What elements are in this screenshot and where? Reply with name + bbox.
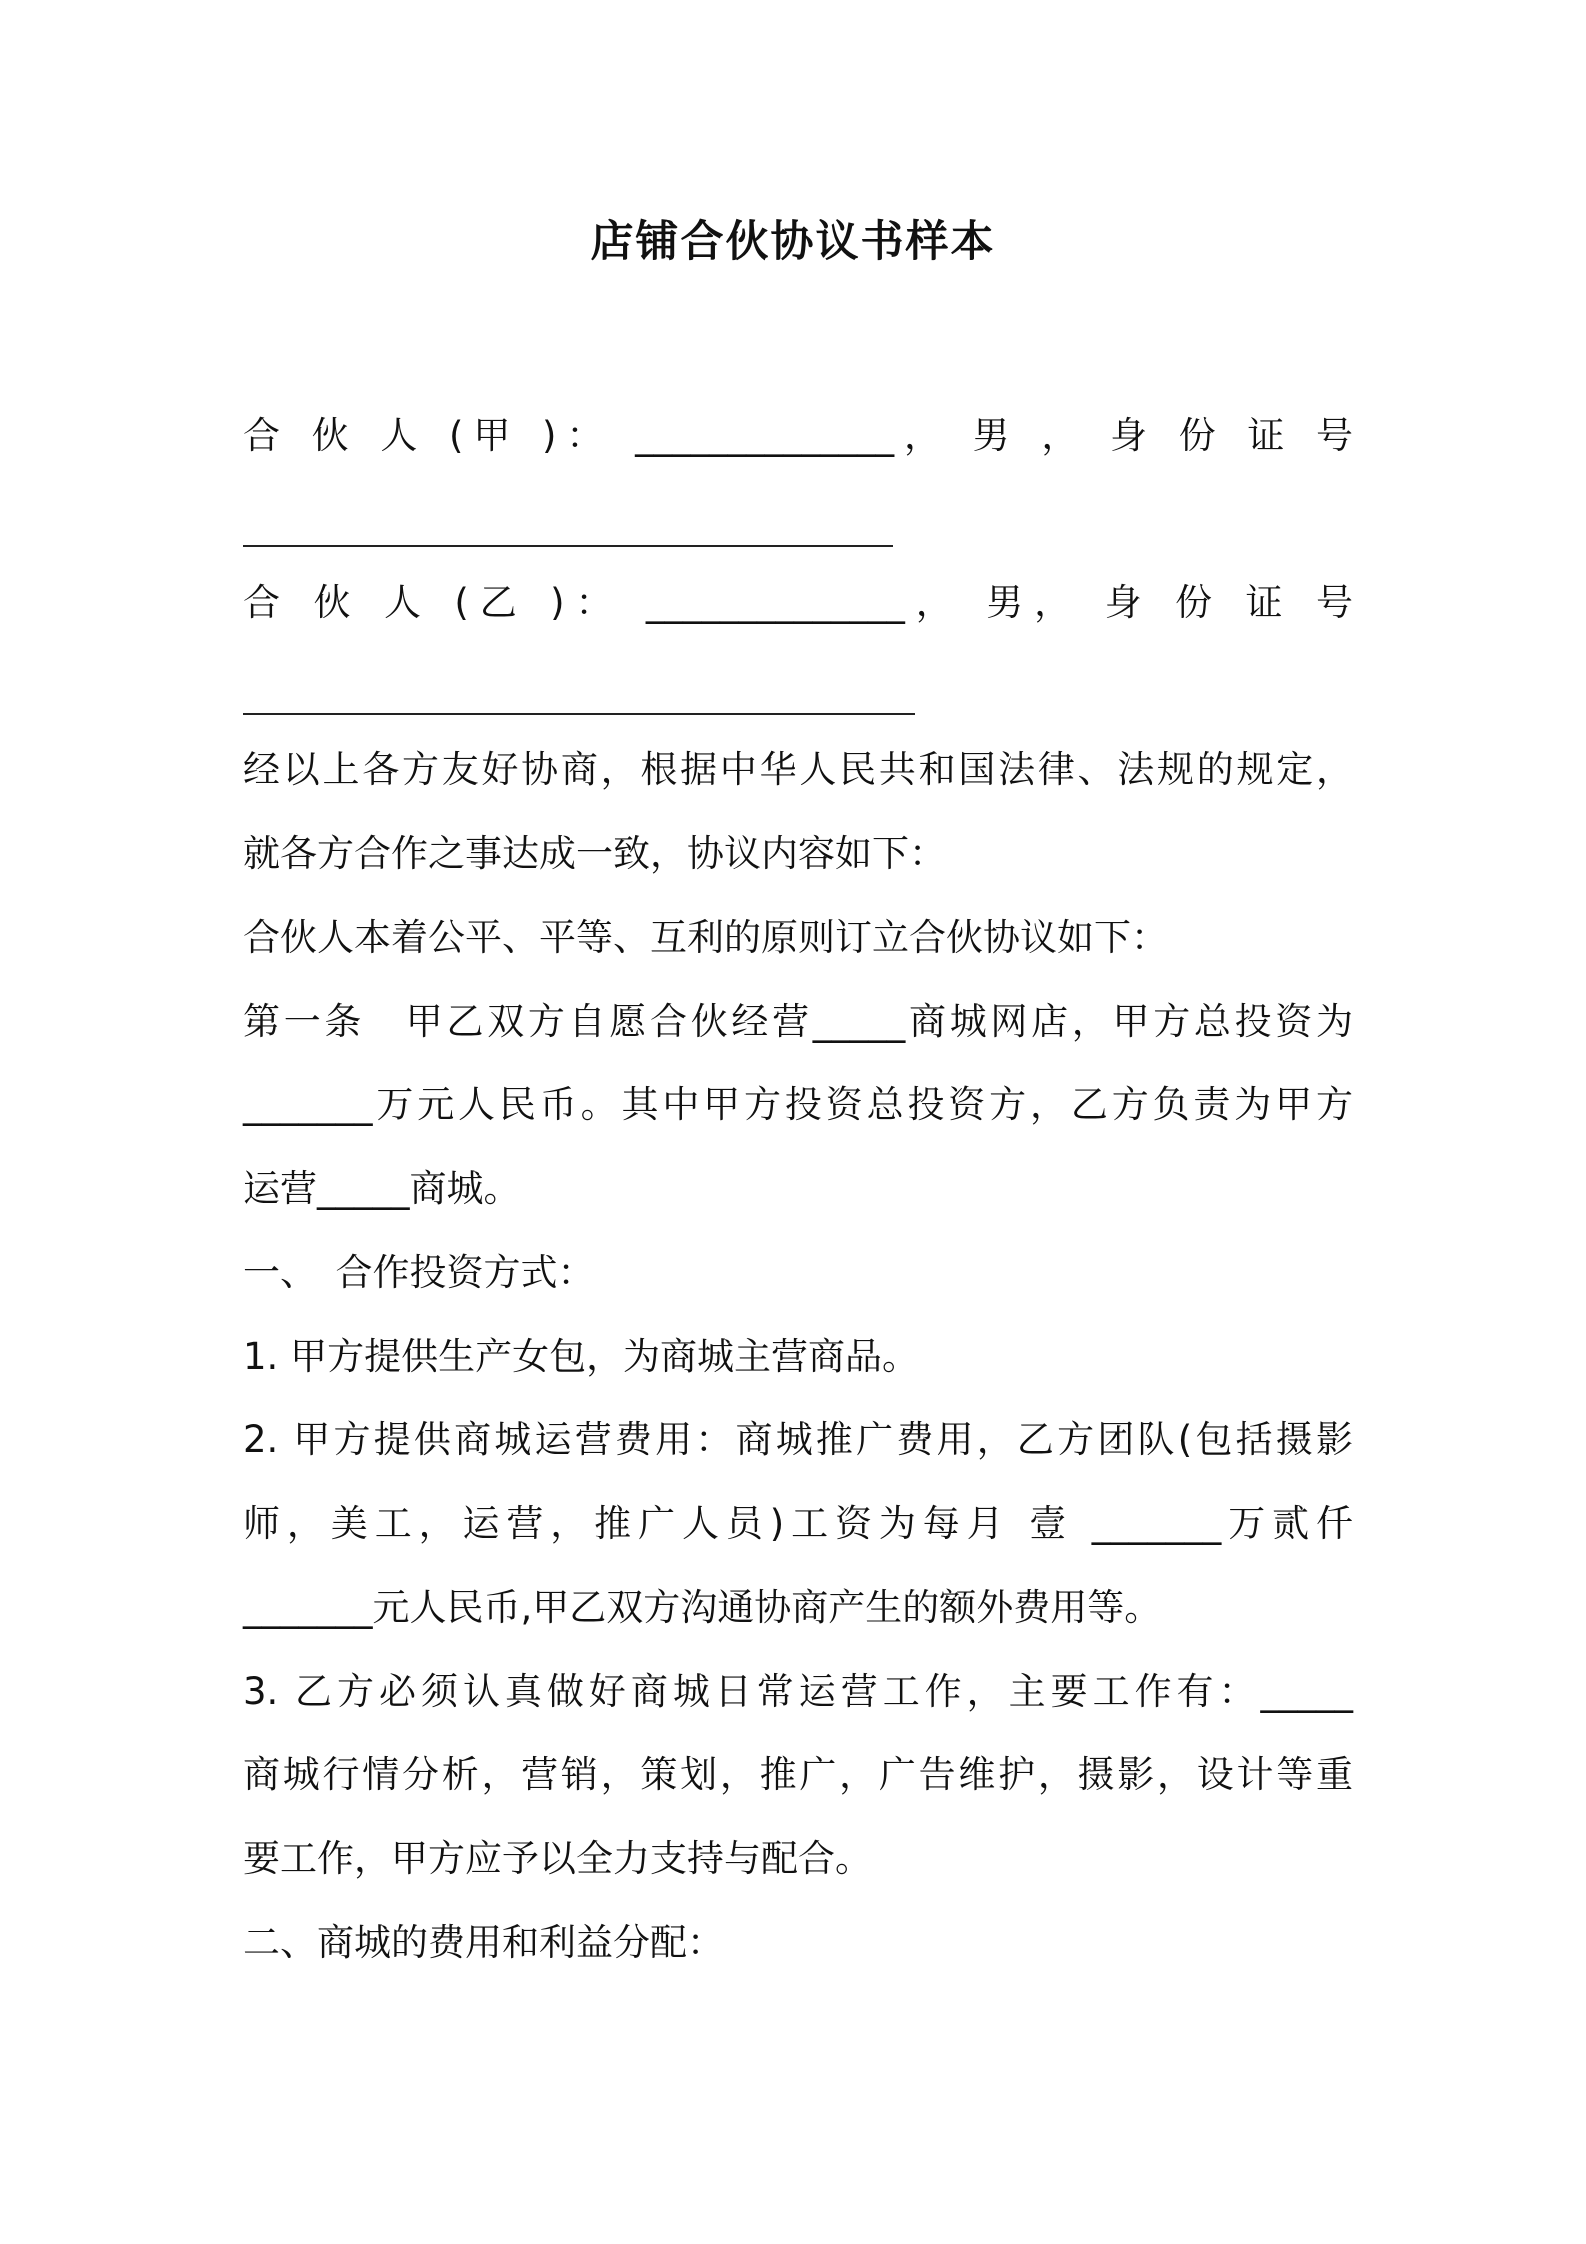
item-2-line-1: 2. 甲方提供商城运营费用：商城推广费用，乙方团队(包括摄影: [243, 1418, 1353, 1461]
principle-line: 合伙人本着公平、平等、互利的原则订立合伙协议如下：: [243, 916, 1168, 959]
section-2-heading: 二、商城的费用和利益分配：: [243, 1921, 724, 1964]
article-1-line-2: _______万元人民币。其中甲方投资总投资方，乙方负责为甲方: [243, 1083, 1353, 1126]
item-1: 1. 甲方提供生产女包，为商城主营商品。: [243, 1335, 920, 1378]
partner-a-id-blank: [243, 545, 893, 547]
document-title: 店铺合伙协议书样本: [590, 217, 996, 267]
preamble-line-2: 就各方合作之事达成一致，协议内容如下：: [243, 832, 946, 875]
item-3-line-2: 商城行情分析，营销，策划，推广，广告维护，摄影，设计等重: [243, 1753, 1353, 1796]
item-3-line-3: 要工作，甲方应予以全力支持与配合。: [243, 1837, 872, 1880]
partner-b-id-blank: [243, 713, 915, 715]
item-3-line-1: 3. 乙方必须认真做好商城日常运营工作，主要工作有：_____: [243, 1670, 1353, 1713]
article-1-line-1: 第一条 甲乙双方自愿合伙经营_____商城网店，甲方总投资为: [243, 1000, 1353, 1043]
preamble-line-1: 经以上各方友好协商，根据中华人民共和国法律、法规的规定，: [243, 748, 1353, 791]
partner-b-line: 合 伙 人 (乙 )： ______________， 男， 身 份 证 号: [243, 581, 1353, 624]
item-2-line-2: 师，美工，运营，推广人员)工资为每月 壹 _______万贰仟: [243, 1502, 1353, 1545]
section-1-heading: 一、 合作投资方式：: [243, 1251, 595, 1294]
item-2-line-3: _______元人民币,甲乙双方沟通协商产生的额外费用等。: [243, 1586, 1162, 1629]
partner-a-line: 合 伙 人 (甲 )： ______________， 男 ， 身 份 证 号: [243, 414, 1353, 457]
article-1-line-3: 运营_____商城。: [243, 1167, 521, 1210]
